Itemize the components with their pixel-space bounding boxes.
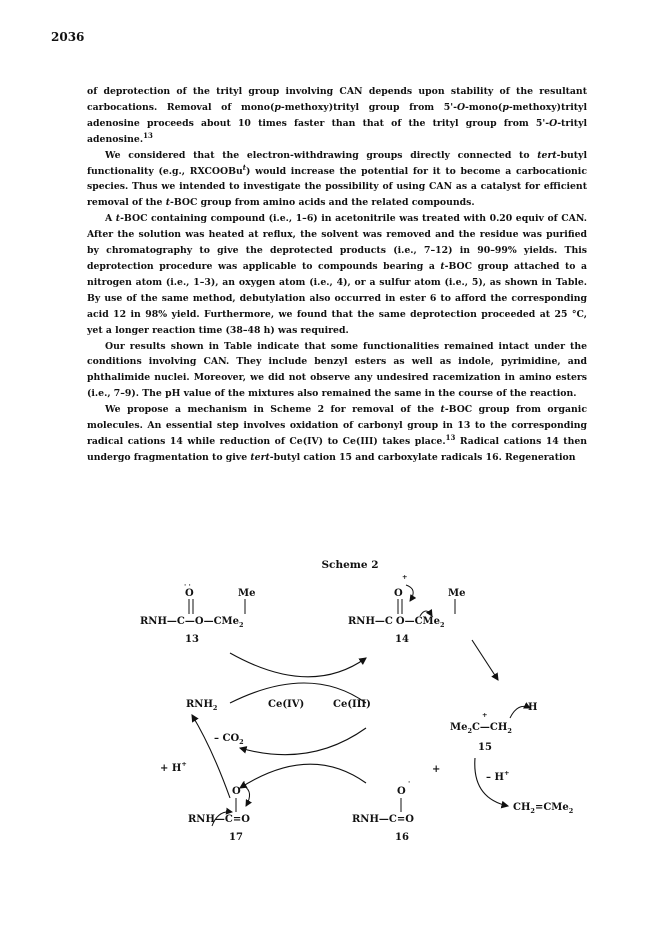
hplus-label: + H+ (160, 760, 187, 774)
svg-text:· ·: · · (184, 581, 191, 589)
paragraph: A t-BOC containing compound (i.e., 1–6) in acetonitrile was treated with 0.20 equiv of CAN. After the solution was heated at reflux, the solvent was removed and the residue was purified by chromatography to give the deprotected products (i.e., 7–12) in 90–99% yields. This deprotection procedure was applicable to compounds bearing a t-BOC group attached to a nitrogen atom (i.e., 1–3), an oxygen atom (i.e., 4), or a sulfur atom (i.e., 5), as shown in Table. By use of the same method, debutylation also occurred in ester 6 to afford the corresponding acid 12 in 98% yield. Furthermore, we found that the same deprotection proceeded at 25 °C, yet a longer reaction time (38–48 h) was required. (87, 213, 587, 336)
compound-13 (140, 581, 255, 645)
c13-number: 13 (185, 634, 199, 645)
c14-charge: + (402, 573, 408, 581)
ce4-label: Ce(IV) (268, 699, 305, 710)
plus-sign: + (432, 764, 441, 775)
svg-text:·: · (243, 778, 246, 786)
paragraph: We propose a mechanism in Scheme 2 for removal of the t-BOC group from organic molecules. An essential step involves oxidation of carbonyl group in 13 to the corresponding radical cations 14 while reduction of Ce(IV) to Ce(III) takes place.$^{13}$ Radical cations 14 then undergo fragmentation to give tert-butyl cation 15 and carboxylate radicals 16. Regeneration (87, 404, 588, 463)
isobutylene-product: $CH_2=CMe_2$ (513, 802, 574, 815)
c15-formula: $Me_2C—CH_2$ (450, 722, 512, 735)
body-text (87, 84, 587, 466)
fragmentation-arrow (472, 640, 498, 680)
ce3-label: Ce(III) (333, 699, 371, 710)
c13-methyl: Me (238, 588, 256, 599)
svg-text:+: + (482, 711, 488, 719)
paragraph: Our results shown in Table indicate that some functionalities remained intact under the conditions involving CAN. They include benzyl esters as well as indole, pyrimidine, and phthalimide nuclei. Moreover, we did not observe any undesired racemization in amino esters (i.e., 7–9). The pH value of the mixtures also remained the same in the course of the reaction. (87, 340, 587, 400)
c16-number: 16 (395, 832, 409, 843)
c14-chain: RNH—C O—CMe$_2$ (348, 616, 445, 629)
c16-chain: RNH—C=O (352, 814, 414, 825)
c14-oxygen: O (394, 588, 403, 599)
c15-number: 15 (478, 742, 492, 753)
scheme-title: Scheme 2 (321, 559, 379, 571)
scheme-2-diagram (120, 558, 600, 898)
c14-number: 14 (395, 634, 409, 645)
c16-oxygen: O (397, 786, 406, 797)
c15-h: H (528, 702, 538, 713)
redox-cycle-arrows (230, 653, 366, 788)
c17-oxygen: O (232, 786, 241, 797)
minus-h-label: – H+ (486, 769, 510, 783)
c17-number: 17 (229, 832, 243, 843)
scheme-2 (120, 558, 600, 898)
co2-label: – $CO_2$ (214, 733, 244, 746)
c14-methyl: Me (448, 588, 466, 599)
c17-chain: RNH—C=O (188, 814, 250, 825)
paragraph: of deprotection of the trityl group involving CAN depends upon stability of the resultant carbocations. Removal of mono(p-methoxy)trityl group from 5'-O-mono(p-methoxy)trityl adenosine proceeds about 10 times faster than that of the trityl group from 5'-O-trityl adenosine.$^{13}$ (87, 86, 587, 145)
decarboxylation-arrow (192, 715, 230, 798)
rnh2-label: $RNH_2$ (186, 699, 218, 712)
page-number: 2036 (51, 30, 85, 44)
c13-chain: RNH—C—O—CMe$_2$ (140, 616, 244, 629)
compound-14 (348, 573, 465, 645)
c13-oxygen: O (185, 588, 194, 599)
paragraph: We considered that the electron-withdrawing groups directly connected to tert-butyl functionality (e.g., RXCOOBu$^t$) would increase the potential for it to become a carbocationic species. Thus we intended to investigate the possibility of using CAN as a catalyst for efficient removal of the t-BOC group from amino acids and the related compounds. (87, 149, 587, 209)
svg-text:·: · (408, 778, 411, 786)
compound-16 (352, 778, 414, 843)
compound-15 (450, 702, 537, 753)
